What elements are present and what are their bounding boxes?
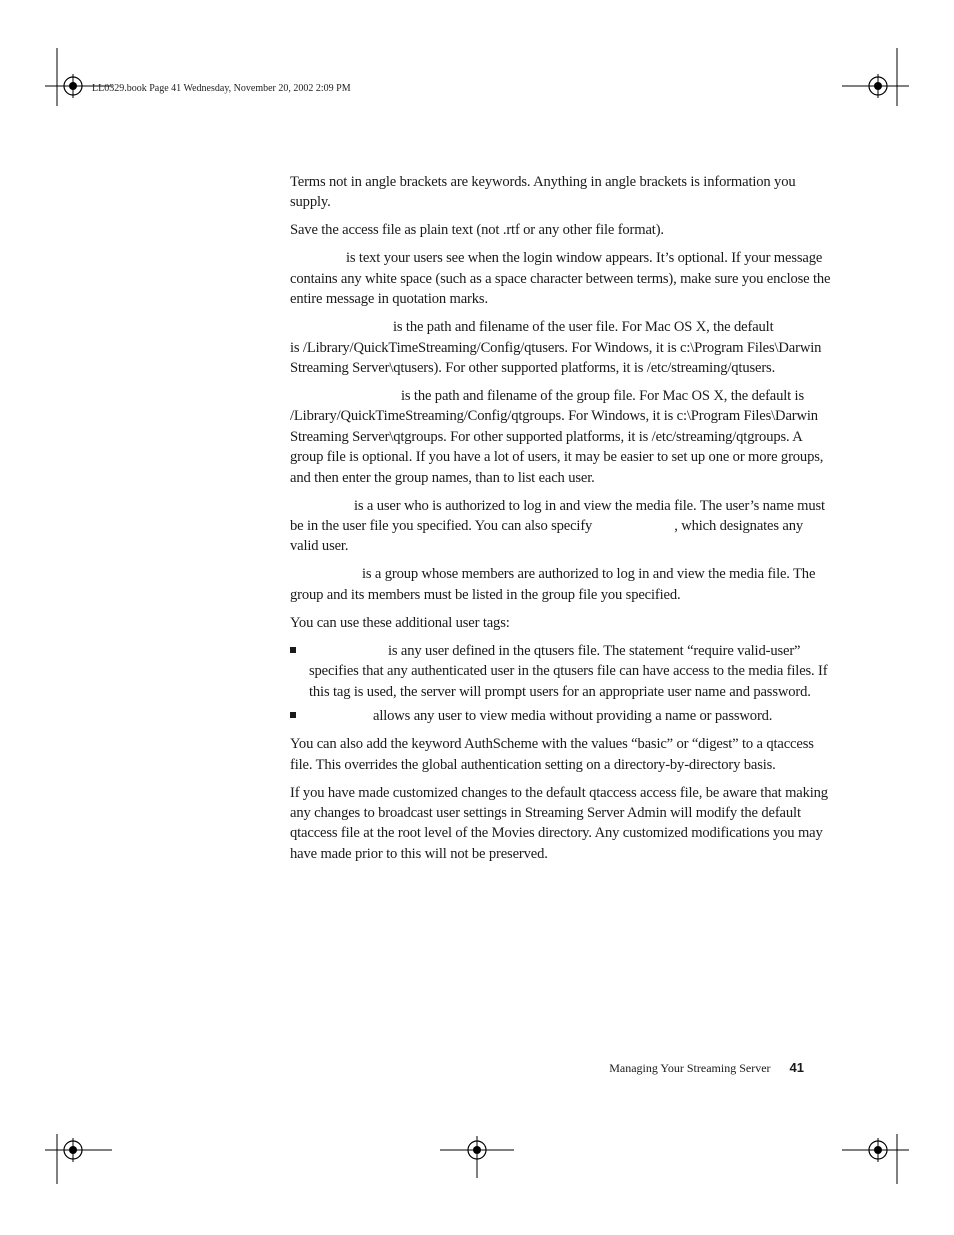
list-item: allows any user to view media without providing a name or password.	[290, 706, 832, 726]
registration-mark-top-right	[834, 48, 914, 126]
paragraph-keywords: Terms not in angle brackets are keywords. Anything in angle brackets is information you supply.	[290, 174, 796, 211]
paragraph-message	[290, 248, 832, 309]
paragraph-message-text: is text your users see when the login window appears. It’s optional. If your message contains any white space (such as a space character between terms), make sure you enclose the entire message in quotation marks.	[290, 250, 831, 308]
paragraph-customized-changes: If you have made customized changes to the default qtaccess access file, be aware that making any changes to broadcast user settings in Streaming Server Admin will modify the default qtaccess file at the root level of the Movies directory. Any customized modifications you may have made prior to this will not be preserved.	[290, 784, 828, 862]
bullet-icon	[290, 647, 296, 653]
page-number: 41	[789, 1060, 804, 1075]
paragraph-additional-tags: You can use these additional user tags:	[290, 614, 510, 631]
paragraph-groupname: is a group whose members are authorized to log in and view the media file. The group and its members must be listed in the group file you specified.	[290, 566, 816, 603]
paragraph-group-file: is the path and filename of the group file. For Mac OS X, the default is /Library/QuickTimeStreaming/Config/qtgroups. For Windows, it is c:\Program Files\Darwin Streaming Server\qtgroups. For other supported platforms, it is /etc/streaming/qtgroups. A group file is optional. If you have a lot of users, it may be easier to set up one or more groups, and then enter the group names, than to list each user.	[290, 388, 824, 486]
paragraph-username: is a user who is authorized to log in and view the media file. The user’s name must be in the user file you specified. You can also specify , which designates any valid user.	[290, 497, 825, 555]
running-head: LL0329.book Page 41 Wednesday, November 20, 2002 2:09 PM	[92, 83, 351, 94]
registration-mark-bottom-left	[40, 1132, 120, 1188]
paragraph-save-plain-text: Save the access file as plain text (not .rtf or any other file format).	[290, 222, 664, 239]
user-tags-list	[290, 641, 832, 727]
page-body	[290, 172, 832, 872]
list-item: is any user defined in the qtusers file. The statement “require valid-user” specifies that any authenticated user in the qtusers file can have access to the media files. If this tag is used, the server will prompt users for an appropriate user name and password.	[290, 641, 832, 702]
footer-section-title: Managing Your Streaming Server	[609, 1061, 771, 1075]
paragraph-authscheme: You can also add the keyword AuthScheme with the values “basic” or “digest” to a qtaccess file. This overrides the global authentication setting on a directory-by-directory basis.	[290, 736, 814, 773]
registration-mark-bottom-center	[438, 1132, 518, 1188]
bullet-icon	[290, 712, 296, 718]
paragraph-user-file: is the path and filename of the user file. For Mac OS X, the default is /Library/QuickTimeStreaming/Config/qtusers. For Windows, it is c:\Program Files\Darwin Streaming Server\qtusers). For other supported platforms, it is /etc/streaming/qtusers.	[290, 319, 822, 377]
page-footer	[609, 1060, 804, 1076]
registration-mark-bottom-right	[834, 1132, 914, 1188]
